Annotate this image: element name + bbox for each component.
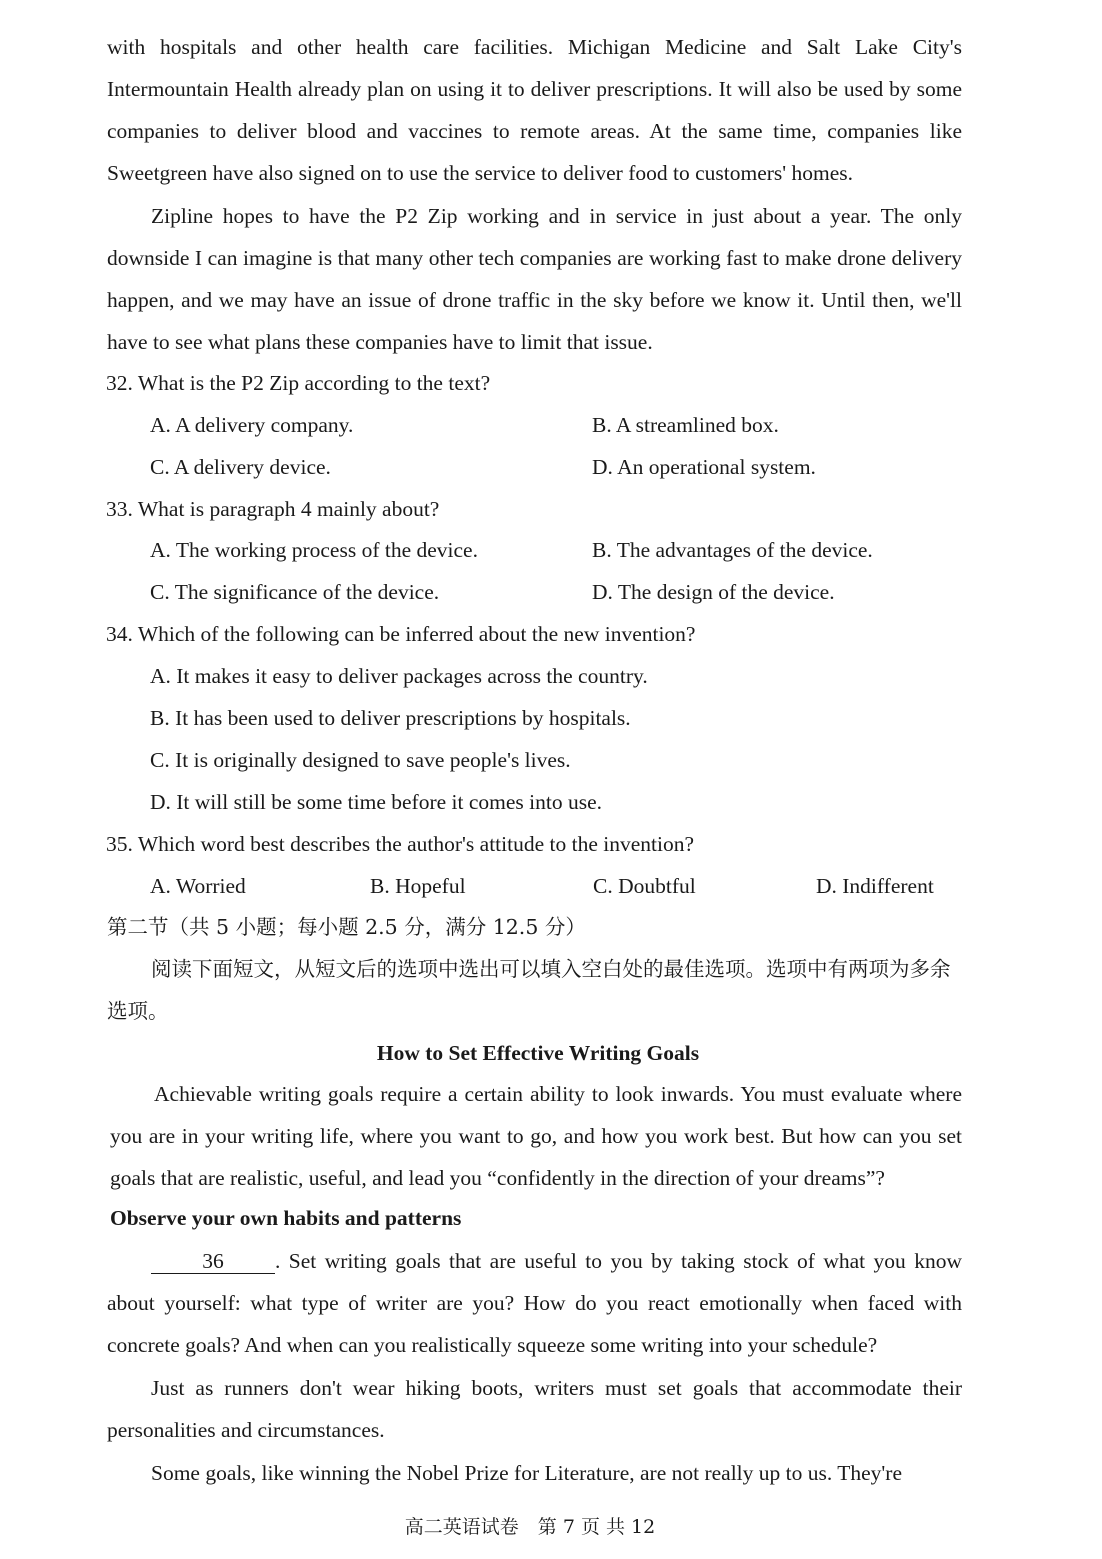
passage-paragraph-continued: with hospitals and other health care facilities. Michigan Medicine and Salt Lake City's Intermountain Health already plan on using it to deliver prescriptions. It will also be used by some companies to deliver blood and vaccines to remote areas. At the same time, companies like Sweetgreen have also signed on to use the service to deliver food to customers' homes. (107, 35, 962, 185)
article-intro-paragraph: Achievable writing goals require a certain ability to look inwards. You must evaluate where you are in your writing life, where you want to go, and how you work best. But how can you set goals that are realistic, useful, and lead you “confidently in the direction of your dreams”? (110, 1082, 962, 1190)
blank-36: 36 (151, 1249, 275, 1274)
article-paragraph-blank-36 (107, 1240, 962, 1366)
question-35-option-b: B. Hopeful (370, 874, 466, 898)
passage-paragraph-last: Zipline hopes to have the P2 Zip working and in service in just about a year. The only downside I can imagine is that many other tech companies are working fast to make drone delivery happen, and we may have an issue of drone traffic in the sky before we know it. Until then, we'll have to see what plans these companies have to limit that issue. (107, 204, 962, 354)
question-32-option-b: B. A streamlined box. (592, 413, 779, 437)
question-32-option-d: D. An operational system. (592, 455, 816, 479)
question-34-option-c: C. It is originally designed to save people's lives. (150, 748, 571, 772)
question-35-option-c: C. Doubtful (593, 874, 696, 898)
question-33-stem: 33. What is paragraph 4 mainly about? (106, 497, 440, 521)
question-33-option-a: A. The working process of the device. (150, 538, 478, 562)
question-34-stem: 34. Which of the following can be inferred about the new invention? (106, 622, 696, 646)
section-2-title: 第二节（共 5 小题；每小题 2.5 分，满分 12.5 分） (107, 915, 586, 939)
article-subheading: Observe your own habits and patterns (110, 1206, 462, 1230)
question-33-option-b: B. The advantages of the device. (592, 538, 873, 562)
question-35-option-a: A. Worried (150, 874, 246, 898)
page-footer: 高二英语试卷 第 7 页 共 12 (404, 1516, 656, 1538)
question-32-option-a: A. A delivery company. (150, 413, 354, 437)
question-32-stem: 32. What is the P2 Zip according to the text? (106, 371, 491, 395)
article-paragraph-nobel: Some goals, like winning the Nobel Prize for Literature, are not really up to us. They're (151, 1461, 902, 1485)
article-title: How to Set Effective Writing Goals (376, 1041, 700, 1065)
question-35-option-d: D. Indifferent (816, 874, 934, 898)
question-34-option-b: B. It has been used to deliver prescriptions by hospitals. (150, 706, 631, 730)
question-33-option-d: D. The design of the device. (592, 580, 835, 604)
question-35-stem: 35. Which word best describes the author's attitude to the invention? (106, 832, 695, 856)
question-34-option-a: A. It makes it easy to deliver packages across the country. (150, 664, 648, 688)
question-32-option-c: C. A delivery device. (150, 455, 331, 479)
section-2-instruction: 阅读下面短文，从短文后的选项中选出可以填入空白处的最佳选项。选项中有两项为多余选项。 (107, 957, 951, 1023)
article-paragraph-blank-36-text: . Set writing goals that are useful to you by taking stock of what you know about yourself: what type of writer are you? How do you react emotionally when faced with concrete goals? And when can you realistically squeeze some writing into your schedule? (107, 1249, 962, 1357)
question-33-option-c: C. The significance of the device. (150, 580, 440, 604)
question-34-option-d: D. It will still be some time before it comes into use. (150, 790, 603, 814)
article-paragraph-runners: Just as runners don't wear hiking boots, writers must set goals that accommodate their personalities and circumstances. (107, 1376, 962, 1442)
